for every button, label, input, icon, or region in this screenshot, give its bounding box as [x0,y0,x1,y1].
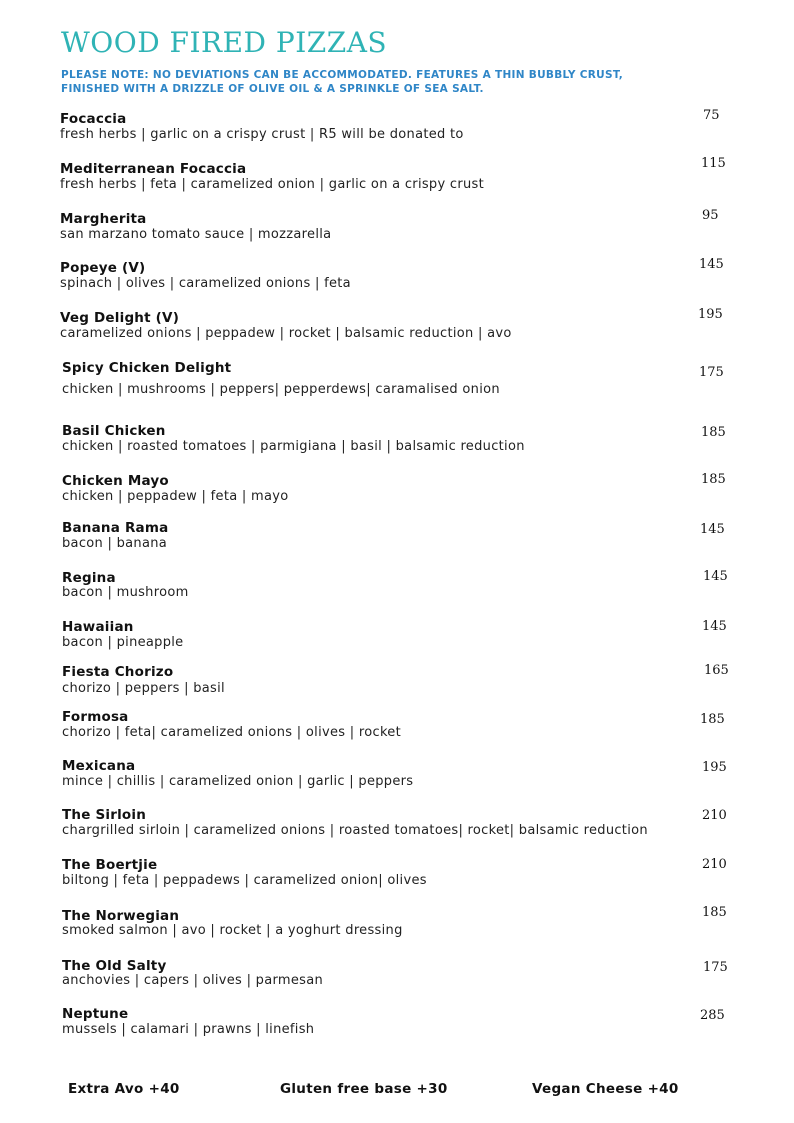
menu-item-description: chicken | mushrooms | peppers| pepperdews| caramalised onion [62,382,500,397]
menu-item-description: fresh herbs | feta | caramelized onion | garlic on a crispy crust [60,177,485,192]
extra-vegan-cheese: Vegan Cheese +40 [532,1081,679,1097]
menu-item [0,520,794,564]
menu-item-price: 145 [699,257,724,272]
menu-item-name: The Boertjie [62,857,158,873]
menu-item-description: bacon | mushroom [62,585,189,600]
menu-item-price: 145 [700,522,725,537]
menu-item-name: Basil Chicken [62,423,166,439]
menu-item-description: san marzano tomato sauce | mozzarella [60,227,332,242]
menu-item-name: Fiesta Chorizo [62,664,174,680]
menu-item-price: 210 [702,808,727,823]
menu-item-description: chargrilled sirloin | caramelized onions | roasted tomatoes| rocket| balsamic reduction [62,823,648,838]
menu-item-name: Popeye (V) [60,260,146,276]
menu-item-price: 175 [699,365,724,380]
menu-item-name: Hawaiian [62,619,134,635]
menu-item-description: chicken | roasted tomatoes | parmigiana | basil | balsamic reduction [62,439,525,454]
menu-item [0,958,794,1002]
menu-item-name: Mexicana [62,758,136,774]
menu-item [0,108,794,155]
menu-item-description: mince | chillis | caramelized onion | garlic | peppers [62,774,414,789]
menu-item-name: Neptune [62,1006,129,1022]
menu-item-price: 75 [703,108,720,123]
menu-item-name: Margherita [60,211,147,227]
menu-item [0,1006,794,1050]
menu-item [0,570,794,614]
menu-item-price: 95 [702,208,719,223]
menu-item [0,360,794,404]
menu-item [0,473,794,517]
menu-item-description: chorizo | peppers | basil [62,681,225,696]
menu-item-description: smoked salmon | avo | rocket | a yoghurt dressing [62,923,403,938]
menu-item-price: 195 [698,307,723,322]
menu-item-description: mussels | calamari | prawns | linefish [62,1022,315,1037]
menu-item [0,307,794,354]
menu-item-price: 185 [701,425,726,440]
extra-gluten-free-base: Gluten free base +30 [280,1081,448,1097]
menu-item [0,905,794,952]
menu-item [0,664,794,708]
extra-avo: Extra Avo +40 [68,1081,180,1097]
menu-item [0,156,794,205]
menu-item-price: 185 [702,905,727,920]
menu-item-name: Chicken Mayo [62,473,169,489]
menu-item-name: Focaccia [60,111,127,127]
menu-item-price: 145 [703,569,728,584]
menu-item-name: Banana Rama [62,520,169,536]
menu-item [0,709,794,753]
menu-item-name: Formosa [62,709,129,725]
menu-item-description: caramelized onions | peppadew | rocket | balsamic reduction | avo [60,326,512,341]
menu-item-price: 115 [701,156,726,171]
menu-item-price: 185 [700,712,725,727]
menu-item-name: Veg Delight (V) [60,310,180,326]
menu-item [0,807,794,851]
menu-item-description: bacon | banana [62,536,168,551]
page-title: WOOD FIRED PIZZAS [61,26,388,59]
menu-item [0,758,794,802]
menu-note [61,68,701,96]
menu-item-name: The Old Salty [62,958,167,974]
menu-item-name: Mediterranean Focaccia [60,161,247,177]
menu-note-line-1: PLEASE NOTE: NO DEVIATIONS CAN BE ACCOMMODATED. FEATURES A THIN BUBBLY CRUST, [61,69,624,81]
menu-item-price: 195 [702,760,727,775]
menu-item-description: chicken | peppadew | feta | mayo [62,489,289,504]
menu-item [0,208,794,255]
menu-item-description: spinach | olives | caramelized onions | feta [60,276,351,291]
menu-item-name: The Sirloin [62,807,147,823]
menu-item-description: fresh herbs | garlic on a crispy crust | R5 will be donated to [60,127,464,142]
menu-item-description: bacon | pineapple [62,635,184,650]
menu-item [0,619,794,663]
menu-item-price: 175 [703,960,728,975]
menu-item-price: 145 [702,619,727,634]
menu-item-name: The Norwegian [62,908,180,924]
menu-item [0,257,794,304]
menu-note-line-2: FINISHED WITH A DRIZZLE OF OLIVE OIL & A SPRINKLE OF SEA SALT. [61,83,484,95]
menu-item-price: 210 [702,857,727,872]
menu-item-price: 285 [700,1008,725,1023]
menu-item-description: biltong | feta | peppadews | caramelized onion| olives [62,873,427,888]
menu-item-name: Spicy Chicken Delight [62,360,232,376]
menu-item-price: 185 [701,472,726,487]
menu-item-price: 165 [704,663,729,678]
menu-item-description: chorizo | feta| caramelized onions | olives | rocket [62,725,402,740]
menu-item [0,423,794,467]
menu-item-description: anchovies | capers | olives | parmesan [62,973,324,988]
menu-item [0,857,794,901]
menu-item-name: Regina [62,570,116,586]
